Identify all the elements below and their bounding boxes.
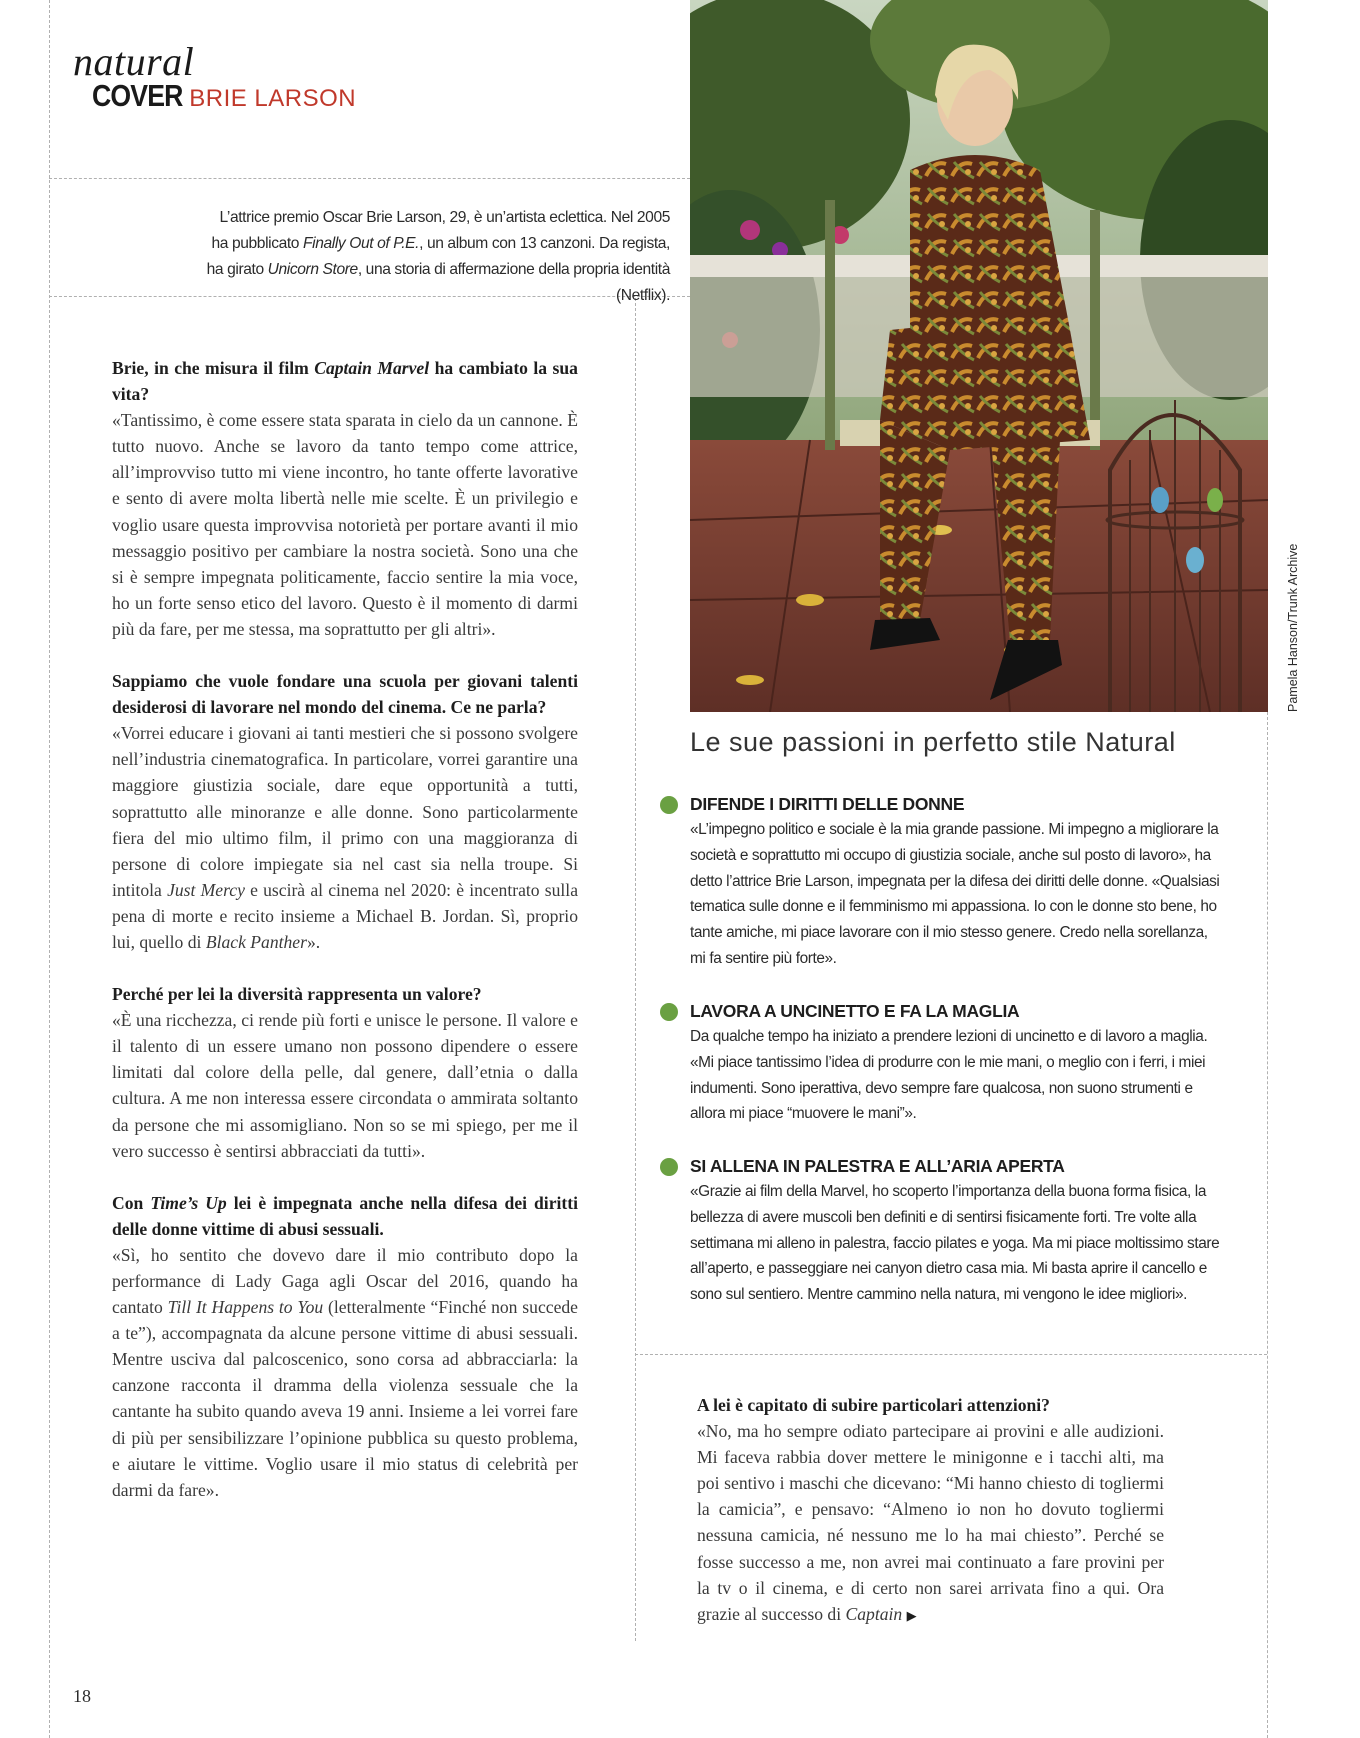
film-title: Black Panther [205, 931, 307, 952]
answer-5 [697, 1418, 1164, 1630]
sidebar-item [660, 794, 1220, 972]
question-3: Perché per lei la diversità rappresenta un valore? [112, 984, 482, 1005]
cover-name: BRIE LARSON [189, 85, 357, 112]
film-title: Just Mercy [167, 879, 245, 900]
film-title: Captain [845, 1603, 903, 1624]
answer-part: (letteralmente “Finché non succede a te”), accompagnata da alcune persone vittime di abusi sessuali. Mentre usciva dal palcoscenico, sono corsa ad abbracciarla: la canzone racconta il dramma della violenza sessuale che la cantante ha subito quando aveva 19 anni. Insieme a lei vorrei fare di più per sensibilizzare l’opinione pubblica su questo problema, e aiutare le vittime. Voglio usare il mio status di celebrità per darmi da fare». [112, 1297, 578, 1500]
cover-photo [690, 0, 1268, 712]
song-title: Till It Happens to You [167, 1297, 324, 1318]
answer-2 [112, 720, 578, 955]
answer-3: «È una ricchezza, ci rende più forti e unisce le persone. Il valore e il talento di un essere umano non possono dipendere o essere limitati dal colore della pelle, dal genere, dall’etnia o dalla cultura. A me non interessa essere circondata o ammirata soltanto da persone che mi assomigliano. Non so se mi spiego, per me il vero successo è sentirsi abbracciati da tutti». [112, 1010, 578, 1161]
answer-part: ». [306, 931, 321, 952]
question-part: lei è impegnata anche nella difesa dei diritti delle donne vittime di abusi sessuali. [112, 1192, 579, 1239]
intro-album-title: Finally Out of P.E. [303, 235, 420, 252]
green-bullet-icon [660, 1158, 678, 1176]
answer-part: «Vorrei educare i giovani ai tanti mestieri che si possono svolgere nell’industria cinematografica. In particolare, vorrei garantire una maggiore giustizia sociale, dare eque opportunità a tutti, soprattutto alle minoranze e alle donne. Sono particolarmente fiera del mio ultimo film, il primo con una maggioranza di persone di colore impiegate sia nel cast sia nella troupe. Si intitola [112, 723, 578, 900]
answer-1: «Tantissimo, è come essere stata sparata in cielo da un cannone. È tutto nuovo. Anche se lavoro da tanto tempo come attrice, all’improvviso tutto mi viene incontro, ho tante offerte lavorative e sento di avere molta libertà nelle mie scelte. È un privilegio e voglio usare questa improvvisa notorietà per portare avanti il mio messaggio positivo per cambiare la nostra società. Sono una che si è sempre impegnata politicamente, faccio sentire la mia voce, ho un forte senso etico del lavoro. Questo è il momento di darmi più da fare, per me stessa, ma soprattutto per gli altri». [112, 410, 578, 639]
intro-part: , un album con 13 canzoni. Da regista, ha girato [206, 235, 670, 278]
sidebar-item-heading: SI ALLENA IN PALESTRA E ALL’ARIA APERTA [690, 1156, 1065, 1176]
page-number: 18 [73, 1686, 91, 1706]
question-2: Sappiamo che vuole fondare una scuola per giovani talenti desiderosi di lavorare nel mondo del cinema. Ce ne parla? [112, 671, 578, 718]
sidebar-item-body: Da qualche tempo ha iniziato a prendere lezioni di uncinetto e di lavoro a maglia. «Mi piace tantissimo l’idea di produrre con le mie mani, o meglio con i ferri, i miei indumenti. Sono iperattiva, devo sempre fare qualcosa, non suono strumenti e allora mi piace “muovere le mani”». [690, 1028, 1208, 1123]
question-part: Brie, in che misura il film [112, 358, 315, 378]
green-bullet-icon [660, 796, 678, 814]
intro-text [200, 205, 670, 309]
question-5: A lei è capitato di subire particolari attenzioni? [697, 1395, 1050, 1415]
answer-part: e uscirà al cinema nel 2020: è incentrato sulla pena di morte e recito insieme a Michael B. Jordan. Sì, proprio lui, quello di [112, 879, 578, 952]
sidebar-item-heading: DIFENDE I DIRITTI DELLE DONNE [690, 794, 965, 814]
interview-left-column [112, 355, 578, 1503]
header-rule [49, 178, 690, 179]
intro-part: , una storia di affermazione della propria identità (Netflix). [357, 261, 670, 304]
question-1 [112, 355, 578, 407]
interview-right-column [697, 1392, 1164, 1630]
brand-script: natural [73, 39, 195, 84]
garden-portrait-illustration [690, 0, 1268, 712]
continue-arrow-icon: ▶ [906, 1608, 917, 1624]
sidebar-rule [635, 1354, 1267, 1355]
sidebar-item-heading: LAVORA A UNCINETTO E FA LA MAGLIA [690, 1001, 1020, 1021]
section-label: COVER [92, 78, 183, 113]
intro-part: L’attrice premio Oscar Brie Larson, 29, è un’artista eclettica. Nel 2005 ha pubblicato [211, 209, 670, 252]
sidebar-item [660, 1001, 1220, 1127]
sidebar-title: Le sue passioni in perfetto stile Natural [690, 727, 1176, 757]
answer-4 [112, 1242, 578, 1503]
photo-credit: Pamela Hanson/Trunk Archive [1286, 543, 1300, 712]
intro-film-title: Unicorn Store [267, 261, 358, 278]
sidebar-item [660, 1156, 1220, 1308]
column-divider [635, 298, 636, 1641]
question-part: Con [112, 1192, 151, 1213]
sidebar-item-body: «L’impegno politico e sociale è la mia grande passione. Mi impegno a migliorare la società e soprattutto mi occupo di giustizia sociale, anche sul posto di lavoro», ha detto l’attrice Brie Larson, impegnata per la difesa dei diritti delle donne. «Qualsiasi tematica sulle donne e il femminismo mi appassiona. Io con le donne sto bene, ho tante amiche, mi piace lavorare con il mio stesso genere. Credo nella sorellanza, mi fa sentire più forte». [690, 821, 1220, 967]
green-bullet-icon [660, 1003, 678, 1021]
question-part: ha cambiato la sua vita? [112, 358, 578, 405]
answer-part: «Sì, ho sentito che dovevo dare il mio contributo dopo la performance di Lady Gaga agli Oscar del 2016, quando ha cantato [112, 1244, 578, 1318]
left-margin-line [49, 0, 50, 1738]
movement-title: Time’s Up [150, 1192, 227, 1213]
right-margin-line [1267, 712, 1268, 1738]
section-header [73, 39, 357, 114]
answer-part: «No, ma ho sempre odiato partecipare ai provini e alle audizioni. Mi faceva rabbia dover mettere le minigonne e i tacchi alti, ma poi sentivo i maschi che dicevano: “Mi hanno chiesto di togliermi la camicia”, e pensavo: “Almeno io non ho dovuto togliermi nessuna camicia, né nessuno me lo ha mai chiesto”. Perché se fosse successo a me, non avrei mai continuato a fare provini per la tv o il cinema, e di certo non sarei arrivata fino a qui. Ora grazie al successo di [697, 1421, 1164, 1624]
sidebar-item-body: «Grazie ai film della Marvel, ho scoperto l’importanza della buona forma fisica, la bellezza di avere muscoli ben definiti e di sentirsi fisicamente forti. Tre volte alla settimana mi alleno in palestra, faccio pilates e yoga. Ma mi piace moltissimo stare all’aperto, e passeggiare nei canyon dietro casa mia. Mi basta aprire il cancello e sono sul sentiero. Mentre cammino nella natura, mi vengono le idee migliori». [690, 1183, 1220, 1304]
film-title: Captain Marvel [314, 358, 430, 378]
question-4 [112, 1190, 578, 1242]
